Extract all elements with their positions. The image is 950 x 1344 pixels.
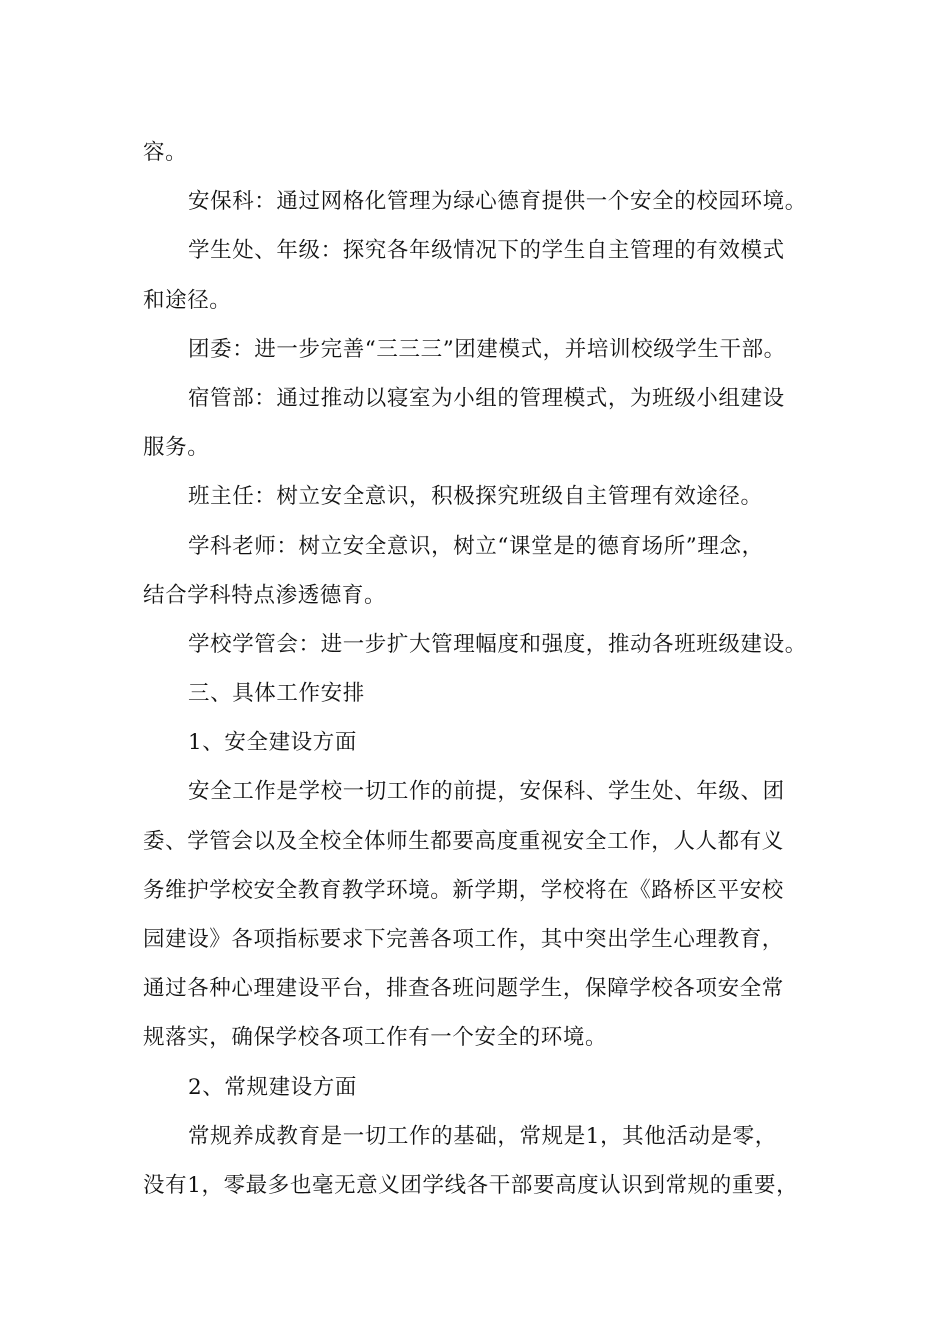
text-line: 和途径。	[143, 287, 232, 313]
text-line: 委、学管会以及全校全体师生都要高度重视安全工作，人人都有义	[143, 828, 784, 854]
section-heading: 三、具体工作安排	[188, 681, 365, 707]
text-line: 园建设》各项指标要求下完善各项工作，其中突出学生心理教育，	[143, 927, 784, 952]
paragraph-youth-league: 团委：进一步完善“三三三”团建模式，并培训校级学生干部。	[188, 336, 786, 362]
text-line-continuation: 容。	[143, 140, 188, 165]
text-line: 务维护学校安全教育教学环境。新学期，学校将在《路桥区平安校	[143, 877, 784, 903]
paragraph-safety: 安全工作是学校一切工作的前提，安保科、学生处、年级、团	[188, 779, 785, 805]
text-line: 通过各种心理建设平台，排查各班问题学生，保障学校各项安全常	[143, 976, 784, 1002]
document-body	[143, 128, 811, 1210]
text-line: 服务。	[143, 435, 210, 461]
paragraph-class-teacher: 班主任：树立安全意识，积极探究班级自主管理有效途径。	[188, 484, 763, 510]
paragraph-dorm-management: 宿管部：通过推动以寝室为小组的管理模式，为班级小组建设	[188, 385, 785, 411]
paragraph-subject-teacher: 学科老师：树立安全意识，树立“课堂是的德育场所”理念，	[188, 533, 764, 559]
text-line: 结合学科特点渗透德育。	[143, 582, 387, 608]
paragraph-student-council: 学校学管会：进一步扩大管理幅度和强度，推动各班班级建设。	[188, 631, 807, 657]
paragraph-student-office: 学生处、年级：探究各年级情况下的学生自主管理的有效模式	[188, 238, 785, 264]
subsection-heading-safety: 1、安全建设方面	[188, 730, 357, 756]
subsection-heading-routine: 2、常规建设方面	[188, 1074, 357, 1100]
text-line: 没有1，零最多也毫无意义团学线各干部要高度认识到常规的重要，	[143, 1172, 799, 1198]
paragraph-routine: 常规养成教育是一切工作的基础，常规是1，其他活动是零，	[188, 1123, 777, 1149]
paragraph-security-dept: 安保科：通过网格化管理为绿心德育提供一个安全的校园环境。	[188, 189, 807, 215]
text-line: 规落实，确保学校各项工作有一个安全的环境。	[143, 1025, 608, 1051]
